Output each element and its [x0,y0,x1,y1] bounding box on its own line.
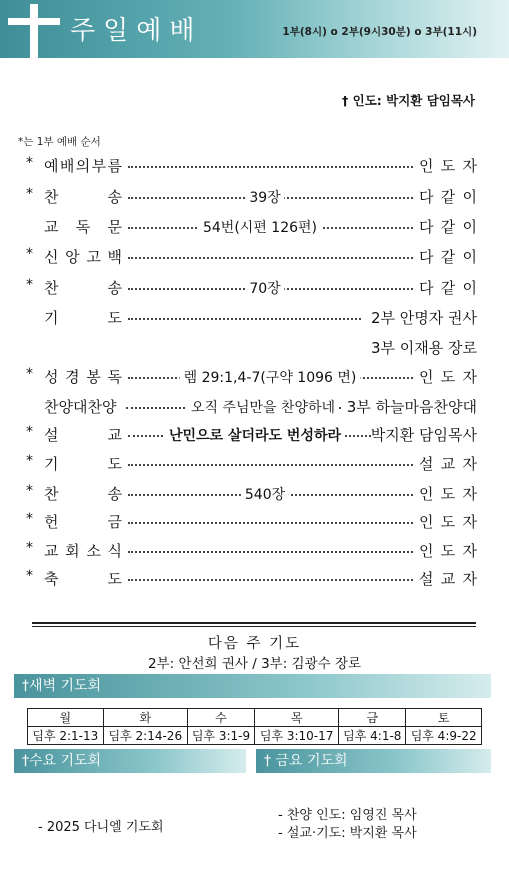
order-row [0,337,509,361]
order-item-detail: 오직 주님만을 찬양하네 [187,397,339,417]
dot-leader [128,579,413,581]
order-item-detail: 난민으로 살더라도 번성하라 [165,425,345,445]
order-item-role: 3부 하늘마음찬양대 [346,398,477,416]
friday-item: - 설교·기도: 박지환 목사 [278,826,417,841]
service-times: 1부(8시) o 2부(9시30분) o 3부(11시) [282,26,477,38]
order-item-name: 찬양대찬양 [44,398,117,416]
order-row [0,186,509,210]
order-row [0,246,509,270]
order-item-role: 인 도 자 [419,157,477,175]
order-row [0,568,509,592]
order-star: * [26,155,33,171]
table-cell-reading: 딤후 3:10-17 [254,727,338,745]
order-star: * [26,424,33,440]
dot-leader [128,464,413,466]
table-header-day: 화 [103,709,187,727]
table-header-day: 수 [187,709,254,727]
order-star: * [26,246,33,262]
order-row [0,424,509,448]
order-item-name: 찬 송 [44,188,122,206]
order-item-name: 성 경 봉 독 [44,368,122,386]
order-star: * [26,186,33,202]
order-item-role: 설 교 자 [419,455,477,473]
dot-leader [128,257,413,259]
order-item-name: 기 도 [44,309,122,327]
order-item-role: 인 도 자 [419,513,477,531]
table-cell-reading: 딤후 4:1-8 [339,727,406,745]
order-item-name: 교 독 문 [44,218,122,236]
order-row [0,511,509,535]
order-star: * [26,511,33,527]
order-item-name: 찬 송 [44,279,122,297]
table-cell-reading: 딤후 2:14-26 [103,727,187,745]
order-row [0,216,509,240]
order-row [0,307,509,331]
order-item-role: 설 교 자 [419,570,477,588]
dawn-prayer-table [27,708,482,745]
order-item-detail: 54번(시편 126편) [199,217,321,237]
next-week-prayer: 2부: 안선희 권사 / 3부: 김광수 장로 [147,656,362,672]
order-item-name: 헌 금 [44,513,122,531]
order-item-role: 다 같 이 [419,279,477,297]
order-row [0,483,509,507]
order-star: * [26,568,33,584]
order-item-role: 인 도 자 [419,368,477,386]
dot-leader [128,318,361,320]
table-header-day: 토 [406,709,482,727]
order-item-detail: 렘 29:1,4-7(구약 1096 면) [180,367,361,387]
order-item-name: 설 교 [44,426,122,444]
order-row [0,396,509,420]
page-title: 주일예배 [70,16,203,46]
dot-leader [128,551,413,553]
order-item-role: 인 도 자 [419,542,477,560]
worship-leader: † 인도: 박지환 담임목사 [342,93,475,108]
table-cell-reading: 딤후 2:1-13 [28,727,104,745]
friday-prayer-header: † 금요 기도회 [256,749,491,773]
order-star: * [26,277,33,293]
cross-icon [30,4,38,58]
order-item-role: 박지환 담임목사 [370,426,477,444]
dawn-prayer-header: †새벽 기도회 [14,674,491,698]
order-item-name: 신 앙 고 백 [44,248,122,266]
table-cell-reading: 딤후 3:1-9 [187,727,254,745]
wednesday-item: - 2025 다니엘 기도회 [38,820,164,835]
table-header-day: 월 [28,709,104,727]
order-item-role: 다 같 이 [419,218,477,236]
order-item-role: 인 도 자 [419,485,477,503]
order-item-name: 축 도 [44,570,122,588]
order-item-role: 다 같 이 [419,248,477,266]
order-row [0,366,509,390]
order-note: *는 1부 예배 순서 [18,136,101,148]
order-row [0,540,509,564]
divider [32,622,476,624]
order-row [0,453,509,477]
friday-item: - 찬양 인도: 임영진 목사 [278,808,417,823]
table-cell-reading: 딤후 4:9-22 [406,727,482,745]
order-item-detail: 70장 [245,278,284,298]
order-item-name: 예 배 의 부 름 [44,157,122,175]
wednesday-prayer-header: †수요 기도회 [14,749,246,773]
dot-leader [128,522,413,524]
order-star: * [26,540,33,556]
next-week-title: 다음 주 기도 [207,636,302,652]
order-item-detail: 39장 [245,187,284,207]
header-banner [0,0,509,58]
order-row [0,277,509,301]
order-item-role: 3부 이재용 장로 [370,339,477,357]
table-header-day: 목 [254,709,338,727]
order-item-name: 찬 송 [44,485,122,503]
order-star: * [26,366,33,382]
order-item-role: 다 같 이 [419,188,477,206]
order-item-name: 교 회 소 식 [44,542,122,560]
table-header-day: 금 [339,709,406,727]
dot-leader [128,166,413,168]
order-item-name: 기 도 [44,455,122,473]
order-star: * [26,483,33,499]
order-item-detail: 540장 [241,484,289,504]
order-item-role: 2부 안명자 권사 [370,309,477,327]
order-star: * [26,453,33,469]
order-row [0,155,509,179]
